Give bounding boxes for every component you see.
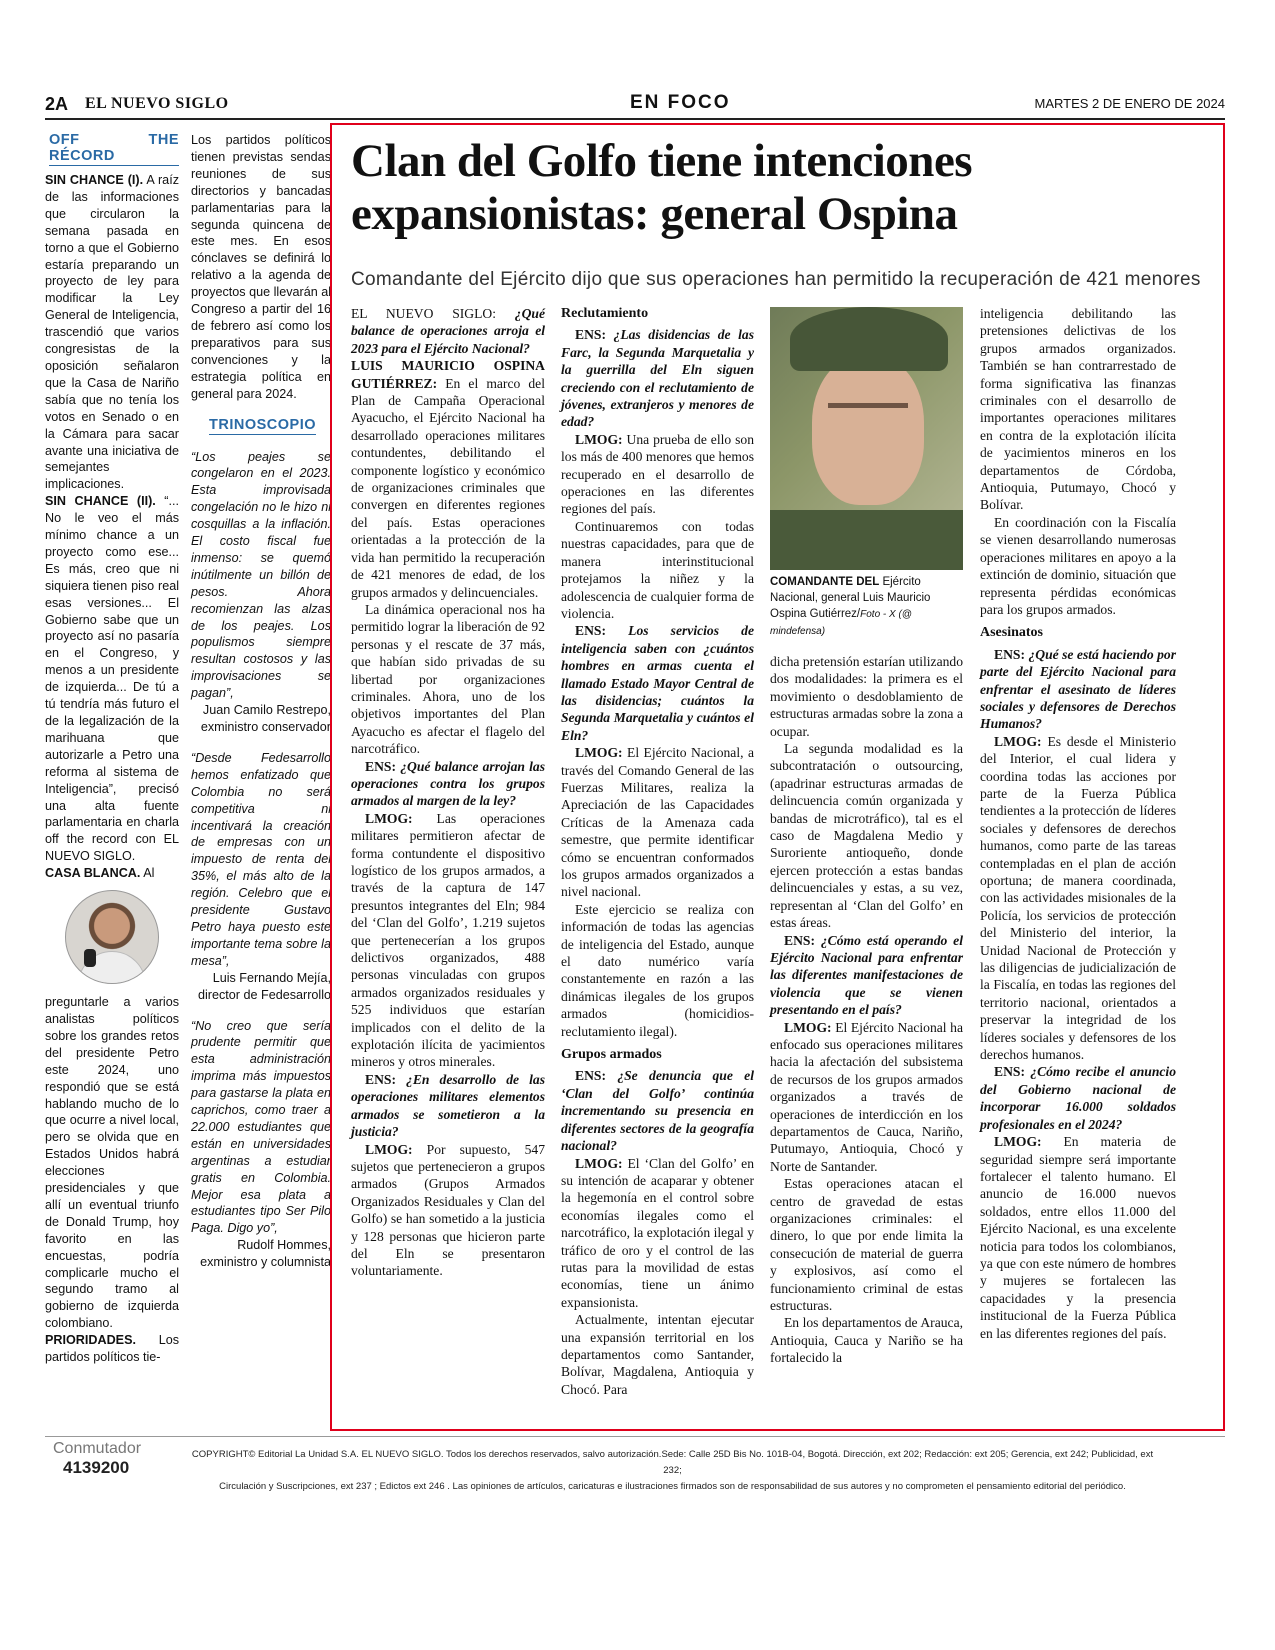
answer: LMOG: El Ejército Nacional, a través del Comando General de las Fuerzas Militares, realiza la Apreciación de las Capacidades Críticas de la Amenaza cada semestre, que permite identificar cómo se encuentran conformados los grupos armados organizados a nivel nacional.: [561, 745, 754, 900]
president-avatar: [65, 890, 159, 984]
answer: LMOG: Por supuesto, 547 sujetos que pertenecieron a grupos armados (Grupos Armados Organizados Residuales y Clan del Golfo) se han sometido a la justicia y 128 personas que hicieron parte del Eln se presentaron voluntariamente.: [351, 1141, 545, 1279]
off-record-column: [45, 132, 179, 1366]
question: EL NUEVO SIGLO: ¿Qué balance de operaciones arroja el 2023 para el Ejército Nacional?: [351, 306, 545, 356]
answer-cont: En los departamentos de Arauca, Antioquia, Cauca y Nariño se ha fortalecido la: [770, 1315, 963, 1366]
answer-cont: Continuaremos con todas nuestras capacidades, para que de manera interinstitucional protejamos la niñez y la adolescencia de cualquier forma de violencia.: [561, 518, 754, 621]
answer-cont: inteligencia debilitando las pretensiones delictivas de los grupos armados organizados. También se han contrarrestado de forma significativa las finanzas criminales con el desarrollo de importantes operaciones militares en contra de la explotación ilícita de yacimientos mineros en los departamentos de Córdoba, Antioquia, Putumayo, Chocó y Bolívar.: [980, 306, 1176, 513]
answer-cont: dicha pretensión estarían utilizando dos modalidades: la primera es el movimiento o desdoblamiento de estructuras armadas sobre la zona a ocupar.: [770, 654, 963, 739]
article-subheadline: Comandante del Ejército dijo que sus operaciones han permitido la recuperación de 421 menores: [351, 269, 1201, 290]
tweet-quote: “No creo que sería prudente permitir que esta administración imprima más impuestos para gastarse la plata en caprichos, como traer a 22.000 estudiantes que están en universidades argentinas a estudiar gratis en Colombia. Mejor esa plata a estudiantes tipo Ser Pilo Paga. Digo yo”,: [191, 1018, 331, 1236]
masthead: [45, 92, 1225, 120]
article-column-2: [561, 305, 754, 1398]
switchboard-number: 4139200: [63, 1458, 130, 1477]
photo-caption: COMANDANTE DEL Ejército Nacional, general Luis Mauricio Ospina Gutiérrez/Foto - X (@ mindefensa): [770, 576, 931, 637]
answer: LMOG: Una prueba de ello son los más de 400 menores que hemos recuperado en el desarrollo de operaciones en las diferentes regiones del país.: [561, 431, 754, 517]
footer-rule: [45, 1436, 1225, 1437]
answer: LMOG: Es desde el Ministerio del Interior, el cual lidera y coordina todas las acciones por parte de la Fuerza Pública tendientes a la protección de líderes sociales y defensores de derechos humanos, como parte de las tareas contempladas en el plan de acción oportuna; de manera coordinada, con las actividades misionales de la Policía, los servicios de protección del Ministerio del interior, la Unidad Nacional de Protección y las diligencias de judicialización de la Fiscalía, en todas las regiones del territorio nacional, orientados a preservar la integridad de los líderes sociales y defensores de los derechos humanos.: [980, 733, 1176, 1063]
question: ENS: ¿Cómo está operando el Ejército Nacional para enfrentar las diferentes manifestaciones de violencia que se vienen presentando en el país?: [770, 932, 963, 1018]
tweet-quote: “Los peajes se congelaron en el 2023. Esta improvisada congelación no le hizo ni cosquillas a la inflación. El costo fiscal fue inmenso: se quemó inútilmente un billón de pesos. Ahora recomienzan las alzas de los peajes. Los populismos siempre resultan costosos y las improvisaciones se pagan”,: [191, 449, 331, 701]
off-record-item: SIN CHANCE (I). A raíz de las informaciones que circularon la semana pasada en torno a que el Gobierno estaría preparando un proyecto de ley para modificar la Ley General de Inteligencia, trascendió que varios congresistas de la oposición señalaron que la Casa de Nariño sabía que no tenía los votos en Senado o en la Cámara para sacar avante una iniciativa de semejantes implicaciones.: [45, 173, 179, 492]
off-record-item: SIN CHANCE (II). “... No le veo el más mínimo chance a un proyecto como ese... Es más, creo que ni siquiera tienen piso real esas versiones... El Gobierno sabe que un proyecto así no pasaría en el Congreso, y menos a un presidente de izquierda... De tú a tú tendría más futuro el de la legalización de la marihuana que autorizarle a Petro una reforma al sistema de Inteligencia”, precisó una alta fuente parlamentaria en charla off the record con EL NUEVO SIGLO.: [45, 494, 179, 864]
article-headline: Clan del Golfo tiene intenciones expansionistas: general Ospina: [351, 135, 973, 240]
off-record-item: CASA BLANCA. Al: [45, 866, 155, 881]
tweet-quote: “Desde Fedesarrollo hemos enfatizado que Colombia no será competitiva ni incentivará la creación de empresas con un impuesto de renta del 35%, el más alto de la región. Celebro que el presidente Gustavo Petro haya puesto este importante tema sobre la mesa”,: [191, 750, 331, 968]
question: ENS: ¿Qué balance arrojan las operaciones contra los grupos armados al margen de la ley?: [351, 758, 545, 809]
question: ENS: Los servicios de inteligencia saben con ¿cuántos hombres en armas cuenta el llamado Estado Mayor Central de las disidencias; cuántos la Segunda Marquetalia y cuántos el Eln?: [561, 623, 754, 743]
switchboard: [53, 1440, 141, 1478]
general-portrait-photo: [770, 307, 963, 570]
tweet-author: Rudolf Hommes, exministro y columnista: [200, 1238, 331, 1270]
answer: LMOG: El Ejército Nacional ha enfocado sus operaciones militares hacia la afectación del subsistema de recursos de los grupos armados organizados a través de operaciones de interdicción en los departamentos de Cauca, Nariño, Putumayo, Antioquia, Chocó y Norte de Santander.: [770, 1019, 963, 1174]
article-column-4: [980, 305, 1176, 1342]
off-record-item-cont: Los partidos políticos tienen previstas sendas reuniones de sus directorios y bancadas parlamentarias para la segunda quincena de este mes. En esos cónclaves se definirá lo relativo a la agenda de proyectos que llevarán al Congreso a partir del 16 de febrero así como los preparativos para sus convenciones y la estrategia política en general para 2024.: [191, 133, 332, 401]
question: ENS: ¿Las disidencias de las Farc, la Segunda Marquetalia y la guerrilla del Eln siguen creciendo con el reclutamiento de jóvenes, extranjeros y menores de edad?: [561, 327, 754, 430]
answer: LMOG: El ‘Clan del Golfo’ en su intención de acaparar y obtener la hegemonía en el control sobre economías ilegales como el narcotráfico, la explotación ilegal y tráfico de oro y el control de las rutas para la movilidad de estas economías, tiene un ánimo expansionista.: [561, 1155, 755, 1310]
question: ENS: ¿Qué se está haciendo por parte del Ejército Nacional para enfrentar el asesinato de líderes sociales y defensores de Derechos Humanos?: [980, 646, 1176, 732]
section-title: EN FOCO: [630, 92, 731, 113]
off-record-title: OFF THE RÉCORD: [49, 132, 179, 164]
microphone-icon: [84, 949, 96, 967]
off-record-item-cont: preguntarle a varios analistas políticos sobre los grandes retos del presidente Petro este 2024, uno respondió que se está hablando mucho de lo que ocurre a nivel local, pero se olvida que en Estados Unidos habrá elecciones presidenciales y que allí un eventual triunfo de Donald Trump, hoy favorito en las encuestas, podría complicarle mucho el segundo tramo al gobierno de izquierda colombiano.: [45, 995, 179, 1331]
subheading: Grupos armados: [561, 1047, 662, 1063]
article-column-3: [770, 653, 963, 1367]
question: ENS: ¿Se denuncia que el ‘Clan del Golfo’ continúa incrementando su presencia en diferentes sectores de la geografía nacional?: [561, 1068, 754, 1154]
copyright-line: Circulación y Suscripciones, ext 237 ; Edictos ext 246 . Las opiniones de artículos, caricaturas e ilustraciones firmados son de responsabilidad de sus autores y no comprometen el pensamiento editorial del periódico.: [219, 1481, 1126, 1492]
answer: LUIS MAURICIO OSPINA GUTIÉRREZ: En el marco del Plan de Campaña Operacional Ayacucho, el Ejército Nacional ha desarrollado operaciones militares contundentes, debilitando el componente logístico y económico de organizaciones criminales que convergen en diferentes regiones del país. Estas operaciones orientadas a la protección de la vida han permitido la recuperación de 421 menores de edad, de los grupos armados y delincuenciales.: [351, 358, 545, 600]
off-record-item: PRIORIDADES. Los partidos políticos tie-: [45, 1333, 179, 1365]
article-column-1: [351, 305, 545, 1280]
question: ENS: ¿Cómo recibe el anuncio del Gobierno nacional de incorporar 16.000 soldados profesionales en el 2024?: [980, 1064, 1176, 1132]
tweet-author: Juan Camilo Restrepo, exministro conservador: [200, 703, 331, 734]
answer: LMOG: Las operaciones militares permitieron afectar de forma contundente el dispositivo logístico de los grupos armados, a través de la captura de 147 presuntos integrantes del Eln; 984 del ‘Clan del Golfo’, 1.219 sujetos que pertenecerían a los grupos delictivos organizados, 488 personas vinculadas con grupos armados organizados residuales y 525 individuos que estarían implicados con el delito de la explotación ilícita de yacimientos mineros y otros minerales.: [351, 810, 545, 1070]
military-cap: [790, 307, 948, 371]
tweet-author: Luis Fernando Mejía, director de Fedesarrollo: [198, 970, 331, 1002]
publication-name: EL NUEVO SIGLO: [85, 95, 229, 112]
answer-cont: La segunda modalidad es la subcontratación o outsourcing, (apadrinar estructuras armadas de delincuencia común organizada y bandas de microtráfico), tal es el caso de Magdalena Medio y Suroriente antioqueño, donde ejercen protección a estas bandas delincuenciales y estas, a su vez, representan al ‘Clan del Golfo’ en estas áreas.: [770, 741, 963, 931]
answer-cont: En coordinación con la Fiscalía se vienen desarrollando numerosas operaciones militares en apoyo a la extinción de dominio, situación que representa pérdidas económicas para los grupos armados.: [980, 514, 1176, 617]
answer-cont: Actualmente, intentan ejecutar una expansión territorial en los departamentos como Santander, Bolívar, Magdalena, Antioquia y Chocó. Para: [561, 1312, 754, 1397]
question: ENS: ¿En desarrollo de las operaciones militares elementos armados se sometieron a la justicia?: [351, 1071, 545, 1140]
answer-cont: Estas operaciones atacan el centro de gravedad de estas organizaciones criminales: el dinero, lo que por ende limita la consecución de material de guerra y explosivos, así como el funcionamiento criminal de estas estructuras.: [770, 1176, 963, 1314]
subheading: Reclutamiento: [561, 306, 649, 321]
copyright-line: COPYRIGHT© Editorial La Unidad S.A. EL NUEVO SIGLO. Todos los derechos reservados, salvo autorización.Sede: Calle 25D Bis No. 101B-04, Bogotá. Dirección, ext 202; Redacción: ext 205; Gerencia, ext 242; Publicidad, ext 232;: [191, 1449, 1154, 1476]
answer: LMOG: En materia de seguridad siempre será importante fortalecer el talento humano. El anuncio de 16.000 nuevos soldados, entre ellos 11.000 del Ejército Nacional, es una excelente noticia para todos los colombianos, ya que con este número de hombres y mujeres se fortalecen las capacidades y la presencia institucional de la Fuerza Pública en las diferentes regiones del país.: [980, 1134, 1177, 1341]
switchboard-label: Conmutador: [53, 1440, 142, 1457]
side-column-b: [191, 132, 331, 1271]
answer-cont: Este ejercicio se realiza con información de todas las agencias de inteligencia del Estado, aunque el dato numérico varía constantemente en razón a las dinámicas ilegales de los grupos armados (homicidios-reclutamiento ilegal).: [561, 901, 754, 1039]
subheading: Asesinatos: [980, 625, 1044, 641]
page-number: 2A: [45, 94, 69, 114]
issue-date: MARTES 2 DE ENERO DE 2024: [1034, 96, 1225, 111]
answer-cont: La dinámica operacional nos ha permitido lograr la liberación de 92 personas y el rescate de 37 más, que habían sido privadas de su libertad por organizaciones criminales. Ahora, uno de los objetivos importantes del Plan Ayacucho es afectar el flagelo del narcotráfico.: [351, 601, 545, 757]
copyright-notice: [190, 1447, 1155, 1495]
trinoscopio-title: TRINOSCOPIO: [209, 416, 317, 433]
